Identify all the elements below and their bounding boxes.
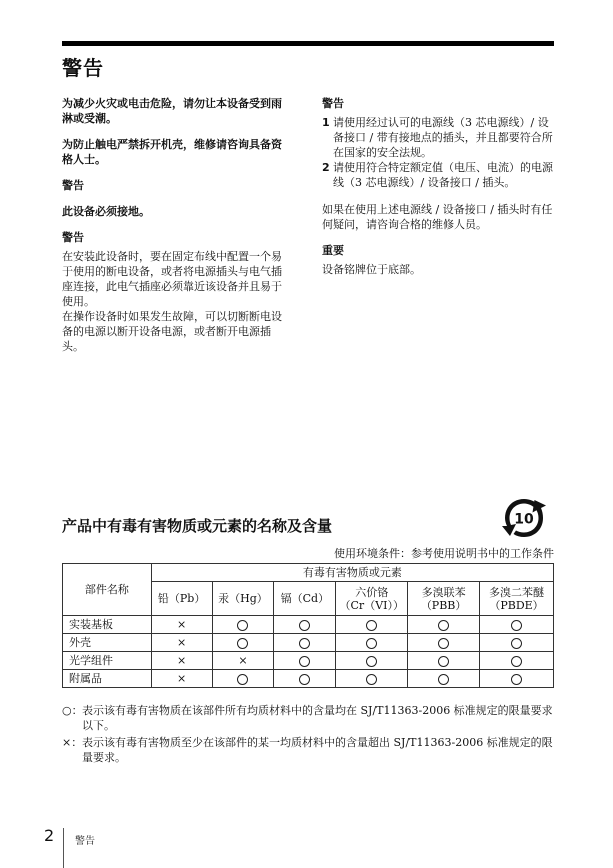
fault-text: 在操作设备时如果发生故障，可以切断断电设备的电源以断开设备电源，或者断开电源插头。 [62,310,282,353]
mark-cross: × [212,652,274,670]
list-item [322,160,556,190]
inquiry-text: 如果在使用上述电源线 / 设备接口 / 插头时有任何疑问，请咨询合格的维修人员。 [322,203,553,231]
mark-circle [274,652,336,670]
table-row [63,652,554,670]
col-lead: 铅（Pb） [151,582,212,616]
page-title: 警告 [62,56,104,80]
table-row [63,670,554,688]
mark-circle [480,634,554,652]
mark-circle [408,670,480,688]
col-chromium [336,582,408,616]
mark-circle [408,616,480,634]
mark-cross: × [151,616,212,634]
list-item [322,115,556,160]
warning-ground: 此设备必须接地。 [62,205,150,218]
part-name: 实装基板 [63,616,152,634]
mark-circle [336,634,408,652]
col-pbde-symbol: （PBDE） [489,598,544,612]
col-chromium-symbol: （Cr（VI）） [339,598,404,612]
section-heading: 重要 [322,244,344,257]
section-heading: 警告 [62,179,84,192]
table-row [63,616,554,634]
list-text: 请使用经过认可的电源线（3 芯电源线）/ 设备接口 / 带有接地点的插头，并且都要符合所在国家的安全法规。 [333,116,553,159]
note-cross [62,735,554,765]
hazard-title: 产品中有毒有害物质或元素的名称及含量 [62,517,333,535]
col-cadmium: 镉（Cd） [274,582,336,616]
nameplate-text: 设备铭牌位于底部。 [322,263,421,276]
mark-circle [212,616,274,634]
col-mercury: 汞（Hg） [212,582,274,616]
hazard-table [62,563,554,688]
install-text: 在安装此设备时，要在固定布线中配置一个易于使用的断电设备，或者将电源插头与电气插座连接，此电气插座必须靠近该设备并且易于使用。 [62,250,282,308]
recycle-period-icon [497,496,551,540]
mark-circle [274,670,336,688]
warning-casing: 为防止触电严禁拆开机壳，维修请咨询具备资格人士。 [62,138,282,166]
mark-circle [274,616,336,634]
note-symbol: ○： [62,704,83,717]
warning-rain: 为减少火灾或电击危险，请勿让本设备受到雨淋或受潮。 [62,97,282,125]
power-cord-list [322,115,556,190]
section-heading: 警告 [62,231,84,244]
note-text: 表示该有毒有害物质在该部件所有均质材料中的含量均在 SJ/T11363-2006 标准规定的限量要求以下。 [82,704,553,732]
list-number: 1 [322,116,330,129]
substance-group-header: 有毒有害物质或元素 [151,564,553,582]
mark-circle [274,634,336,652]
footer-label: 警告 [75,836,95,847]
mark-cross: × [151,634,212,652]
section-heading: 警告 [322,97,344,110]
mark-circle [408,634,480,652]
mark-circle [408,652,480,670]
list-number: 2 [322,161,330,174]
part-name: 光学组件 [63,652,152,670]
page-number: 2 [44,826,55,845]
part-header: 部件名称 [63,564,152,616]
col-pbde-name: 多溴二苯醚 [489,585,545,599]
mark-circle [480,652,554,670]
col-pbde [480,582,554,616]
mark-circle [336,670,408,688]
header-rule [62,41,554,46]
mark-circle [212,634,274,652]
mark-circle [212,670,274,688]
mark-cross: × [151,670,212,688]
mark-circle [480,616,554,634]
footer-divider [63,828,64,868]
part-name: 附属品 [63,670,152,688]
list-text: 请使用符合特定额定值（电压、电流）的电源线（3 芯电源线）/ 设备接口 / 插头。 [333,161,553,189]
col-chromium-name: 六价铬 [355,585,389,599]
note-circle [62,703,554,733]
note-text: 表示该有毒有害物质至少在该部件的某一均质材料中的含量超出 SJ/T11363-2006 标准规定的限量要求。 [82,736,553,764]
mark-cross: × [151,652,212,670]
right-column [322,96,556,288]
recycle-period-number: 10 [514,511,534,528]
col-pbb [408,582,480,616]
left-column [62,96,287,365]
table-row [63,634,554,652]
col-pbb-name: 多溴联苯 [421,585,466,599]
note-symbol: ×： [62,736,83,749]
table-notes [62,703,554,767]
env-conditions: 使用环境条件：参考使用说明书中的工作条件 [334,547,554,560]
mark-circle [336,616,408,634]
mark-circle [336,652,408,670]
part-name: 外壳 [63,634,152,652]
col-pbb-symbol: （PBB） [420,598,467,612]
mark-circle [480,670,554,688]
